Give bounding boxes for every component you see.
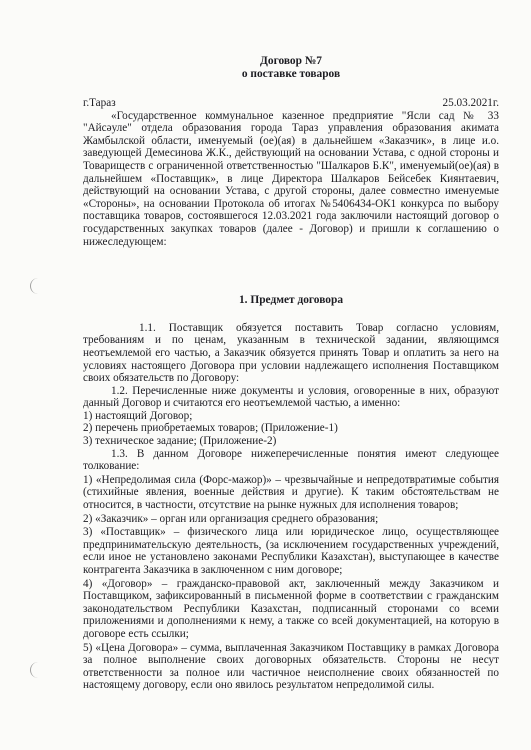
- clause-1-3: 1.3. В данном Договоре нижеперечисленные понятия имеют следующее толкование:: [83, 447, 499, 473]
- clause-1-1: 1.1. Поставщик обязуется поставить Товар согласно условиям, требованиям и по ценам, указанным в технической задании, являющимся неотъемлемой его частью, а Заказчик обязуется принять Товар и оплатить за него на условиях настоящего Договора при условии надлежащего исполнения Поставщиком своих обязательств по Договору:: [83, 321, 499, 385]
- punch-hole-mark: [30, 278, 39, 294]
- document-body: [83, 55, 499, 692]
- document-subtitle: о поставке товаров: [241, 68, 341, 80]
- date: 25.03.2021г.: [442, 97, 499, 109]
- punch-hole-mark: [30, 662, 39, 678]
- document-title: Договор №7: [260, 55, 322, 67]
- definition-item: 4) «Договор» – гражданско-правовой акт, заключенный между Заказчиком и Поставщиком, зафиксированный в письменной форме в соответствии с гражданским законодательством Республики Казахстан, подписанный сторонами со всеми приложениями и дополнениями к нему, а также со всей документацией, на которую в договоре есть ссылки;: [83, 577, 499, 640]
- definition-item: 3) «Поставщик» – физического лица или юридическое лицо, осуществляющее предпринимательскую деятельность, (за исключением государственных учреждений, если иное не установлено законами Республики Казахстан), выступающее в качестве контрагента Заказчика в заключенном с ним договоре;: [83, 526, 499, 576]
- intro-paragraph: «Государственное коммунальное казенное предприятие "Ясли сад № 33 "Айсәуле" отдела образования города Тараз управления образования акимата Жамбылской области, именуемый (ое)(ая) в дальнейшем «Заказчик», в лице и.о. заведующей Демесинова Ж.К., действующий на основании Устава, с одной стороны и Товариществ с ограниченной ответственностью "Шалкаров Б.К", именуемый(ое)(ая) в дальнейшем «Поставщик», в лице Директора Шалкаров Бейсебек Киянтаевич, действующий на основании Устава, с другой стороны, далее совместно именуемые «Стороны», на основании Протокола об итогах №5406434-ОК1 конкурса по выбору поставщика товаров, состоявшегося 12.03.2021 года заключили настоящий договор о государственных закупках товаров (далее - Договор) и пришли к соглашению о нижеследующем:: [83, 109, 499, 248]
- city-date-row: [83, 97, 499, 110]
- list-item: 1) настоящий Договор;: [83, 409, 193, 422]
- definition-item: 1) «Непредолимая сила (Форс-мажор)» – чрезвычайные и непредотвратимые события (стихийные явления, военные действия и другие). К таким обстоятельствам не относится, в частности, отсутствие на рынке нужных для исполнения товаров;: [83, 473, 499, 512]
- definition-item: 5) «Цена Договора» – сумма, выплаченная Заказчиком Поставщику в рамках Договора за полное выполнение своих договорных обязательств. Стороны не несут ответственности за полное или частичное неисполнение своих обязанностей по настоящему договору, если оно явилось результатом непредолимой силы.: [83, 641, 499, 692]
- list-item: 2) перечень приобретаемых товаров; (Приложение-1): [83, 422, 338, 435]
- clause-1-2: 1.2. Перечисленные ниже документы и условия, оговоренные в них, образуют данный Договор и считаются его неотъемлемой частью, а именно:: [83, 384, 499, 410]
- section-title: 1. Предмет договора: [238, 294, 344, 307]
- definition-item: 2) «Заказчик» – орган или организация среднего образования;: [83, 512, 379, 525]
- list-item: 3) техническое задание; (Приложение-2): [83, 435, 277, 448]
- city: г.Тараз: [83, 97, 116, 109]
